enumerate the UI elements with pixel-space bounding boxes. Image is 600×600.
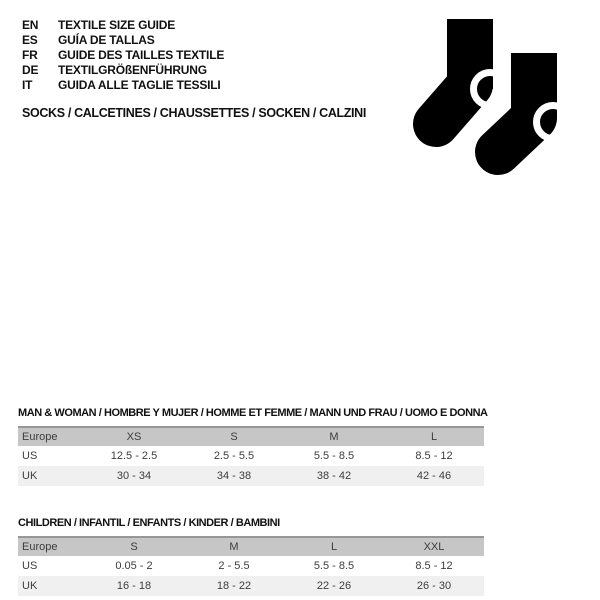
language-label: GUÍA DE TALLAS — [58, 33, 155, 48]
language-code: EN — [22, 18, 39, 33]
language-row — [22, 48, 224, 63]
column-header: M — [229, 541, 239, 553]
table-row — [18, 446, 484, 466]
language-row — [22, 62, 224, 77]
socks-icon — [400, 5, 600, 190]
size-cell: 30 - 34 — [116, 470, 152, 482]
language-code: ES — [22, 33, 38, 48]
table-row — [18, 556, 484, 576]
size-cell: 2 - 5.5 — [218, 560, 250, 572]
column-header: S — [230, 431, 238, 443]
size-table-adult — [18, 407, 488, 486]
size-cell: 0.05 - 2 — [115, 560, 153, 572]
column-header: Europe — [22, 541, 58, 553]
size-cell: 5.5 - 8.5 — [313, 450, 355, 462]
size-cell: 38 - 42 — [316, 470, 352, 482]
size-cell: 5.5 - 8.5 — [313, 560, 355, 572]
size-cell: 18 - 22 — [216, 580, 252, 592]
language-row — [22, 33, 224, 48]
column-header: L — [330, 541, 338, 553]
size-cell: 2.5 - 5.5 — [213, 450, 255, 462]
language-label: GUIDE DES TAILLES TEXTILE — [58, 47, 225, 62]
column-header: XXL — [423, 541, 445, 553]
size-table — [18, 426, 484, 486]
size-cell: 22 - 26 — [316, 580, 352, 592]
column-header: L — [430, 431, 438, 443]
size-cell: 26 - 30 — [416, 580, 452, 592]
table-header-row — [18, 537, 484, 556]
table-title: MAN & WOMAN / HOMBRE Y MUJER / HOMME ET FEMME / MANN UND FRAU / UOMO E DONNA — [18, 407, 488, 419]
column-header: S — [130, 541, 138, 553]
table-header-row — [18, 427, 484, 446]
column-header: XS — [126, 431, 142, 443]
size-cell: 8.5 - 12 — [415, 560, 453, 572]
size-cell: 12.5 - 2.5 — [110, 450, 158, 462]
language-list — [22, 18, 224, 92]
table-row — [18, 576, 484, 596]
row-label: US — [22, 560, 38, 572]
size-table — [18, 536, 484, 596]
category-line: SOCKS / CALCETINES / CHAUSSETTES / SOCKEN / CALZINI — [22, 106, 366, 120]
table-row — [18, 466, 484, 486]
row-label: UK — [22, 580, 38, 592]
language-label: TEXTILE SIZE GUIDE — [58, 18, 176, 33]
language-code: IT — [22, 77, 33, 92]
language-row — [22, 18, 224, 33]
language-code: FR — [22, 47, 38, 62]
size-cell: 8.5 - 12 — [415, 450, 453, 462]
row-label: UK — [22, 470, 38, 482]
size-cell: 16 - 18 — [116, 580, 152, 592]
size-cell: 42 - 46 — [416, 470, 452, 482]
table-title: CHILDREN / INFANTIL / ENFANTS / KINDER / BAMBINI — [18, 517, 280, 529]
language-label: GUIDA ALLE TAGLIE TESSILI — [58, 77, 221, 92]
size-table-children — [18, 517, 484, 596]
column-header: M — [329, 431, 339, 443]
language-code: DE — [22, 62, 39, 77]
column-header: Europe — [22, 431, 58, 443]
language-label: TEXTILGRÖßENFÜHRUNG — [58, 62, 207, 77]
size-cell: 34 - 38 — [216, 470, 252, 482]
language-row — [22, 77, 224, 92]
row-label: US — [22, 450, 38, 462]
